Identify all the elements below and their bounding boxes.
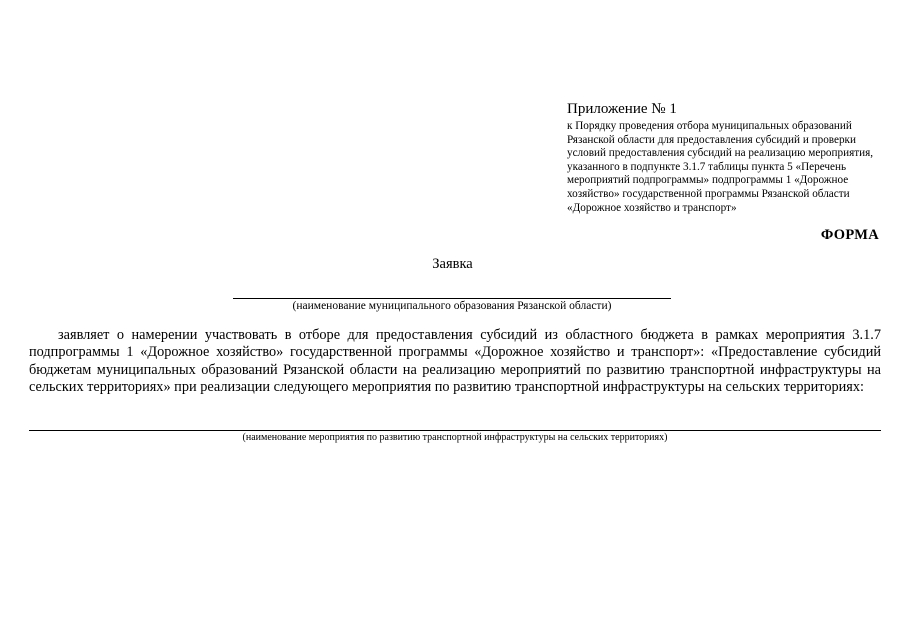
- appendix-title: Приложение № 1: [567, 101, 677, 117]
- document-title: Заявка: [432, 256, 473, 272]
- appendix-block: [567, 101, 887, 215]
- appendix-text: к Порядку проведения отбора муниципальных образований Рязанской области для предоставления субсидий и проверки условий предоставления субсидий на реализацию мероприятия, указанного в подпункте 3.1.7 таблицы пункта 5 «Перечень мероприятий подпрограммы» подпрограммы 1 «Дорожное хозяйство» государственной программы Рязанской области «Дорожное хозяйство и транспорт»: [567, 120, 874, 214]
- event-caption: (наименование мероприятия по развитию транспортной инфраструктуры на сельских территориях): [242, 432, 668, 443]
- event-fill-line: [29, 430, 881, 431]
- municipality-caption: (наименование муниципального образования Рязанской области): [292, 300, 612, 312]
- form-label: ФОРМА: [820, 227, 879, 243]
- body-paragraph: заявляет о намерении участвовать в отборе для предоставления субсидий из областного бюджета в рамках мероприятия 3.1.7 подпрограммы 1 «Дорожное хозяйство» государственной программы «Дорожное хозяйство и транспорт»: «Предоставление субсидий бюджетам муниципальных образований Рязанской области на реализацию мероприятий по развитию транспортной инфраструктуры на сельских территориях» при реализации следующего мероприятия по развитию транспортной инфраструктуры на сельских территориях:: [29, 327, 881, 396]
- municipality-fill-line: [233, 298, 671, 299]
